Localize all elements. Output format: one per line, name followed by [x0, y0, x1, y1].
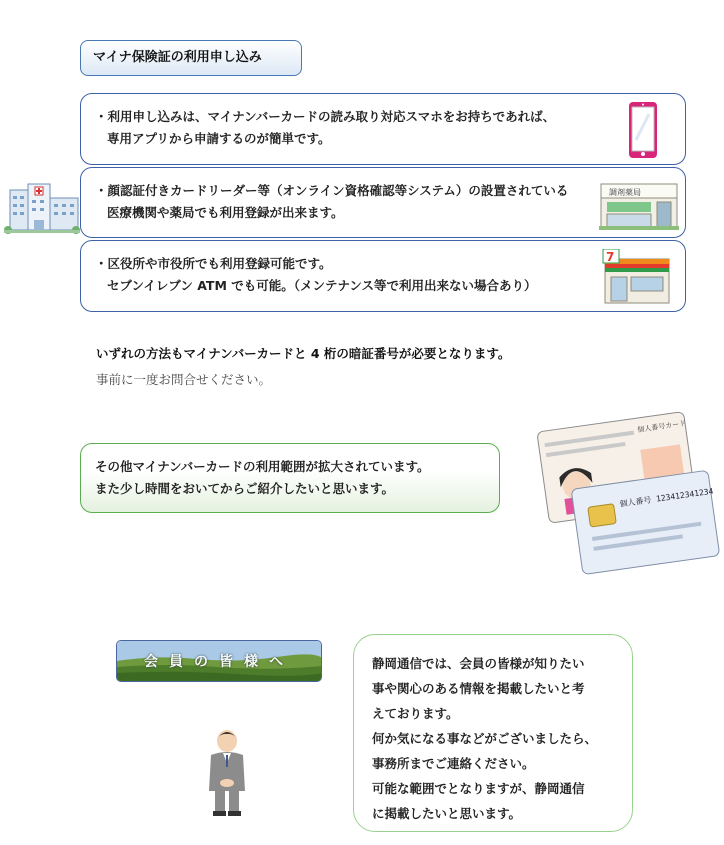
message-line: えております。 [372, 706, 459, 721]
item-box-app [80, 93, 686, 165]
info-box [80, 443, 500, 513]
item-line: セブンイレブン ATM でも可能。（メンテナンス等で利用出来ない場合あり） [107, 278, 537, 293]
my-number-card-icon [532, 404, 722, 580]
item-box-city-office [80, 240, 686, 312]
svg-text:個人番号カード: 個人番号カード [636, 419, 687, 435]
banner-label: 会員の皆様へ [144, 654, 294, 670]
item-box-pharmacy [80, 167, 686, 238]
info-line: また少し時間をおいてからご紹介したいと思います。 [95, 481, 395, 496]
svg-text:7: 7 [606, 250, 615, 264]
message-line: 事務所までご連絡ください。 [372, 756, 535, 771]
requirement-note: いずれの方法もマイナンバーカードと 4 桁の暗証番号が必要となります。 [96, 346, 511, 361]
members-banner [116, 640, 322, 682]
info-line: その他マイナンバーカードの利用範囲が拡大されています。 [95, 459, 430, 474]
svg-text:個人番号 123412341234: 個人番号 123412341234 [619, 486, 714, 509]
pharmacy-icon [599, 178, 679, 230]
item-line: 専用アプリから申請するのが簡単です。 [107, 131, 331, 146]
smartphone-icon [627, 100, 659, 160]
inquiry-note: 事前に一度お問合せください。 [96, 372, 272, 387]
item-line: 医療機関や薬局でも利用登録が出来ます。 [107, 205, 344, 220]
convenience-store-icon [601, 249, 673, 305]
item-line: ・顔認証付きカードリーダー等（オンライン資格確認等システム）の設置されている [95, 183, 569, 198]
section-title: マイナ保険証の利用申し込み [80, 40, 302, 76]
pharmacy-sign: 調剤薬局 [609, 188, 641, 197]
message-line: 何か気になる事などがございましたら、 [372, 731, 598, 746]
message-line: 事や関心のある情報を掲載したいと考 [372, 681, 585, 696]
bowing-person-icon [203, 727, 251, 817]
item-line: ・利用申し込みは、マイナンバーカードの読み取り対応スマホをお持ちであれば、 [95, 109, 556, 124]
message-line: 静岡通信では、会員の皆様が知りたい [372, 656, 585, 671]
hospital-icon [4, 180, 80, 238]
message-line: に掲載したいと思います。 [372, 806, 522, 821]
message-box [353, 634, 633, 832]
item-line: ・区役所や市役所でも利用登録可能です。 [95, 256, 332, 271]
message-line: 可能な範囲でとなりますが、静岡通信 [372, 781, 585, 796]
